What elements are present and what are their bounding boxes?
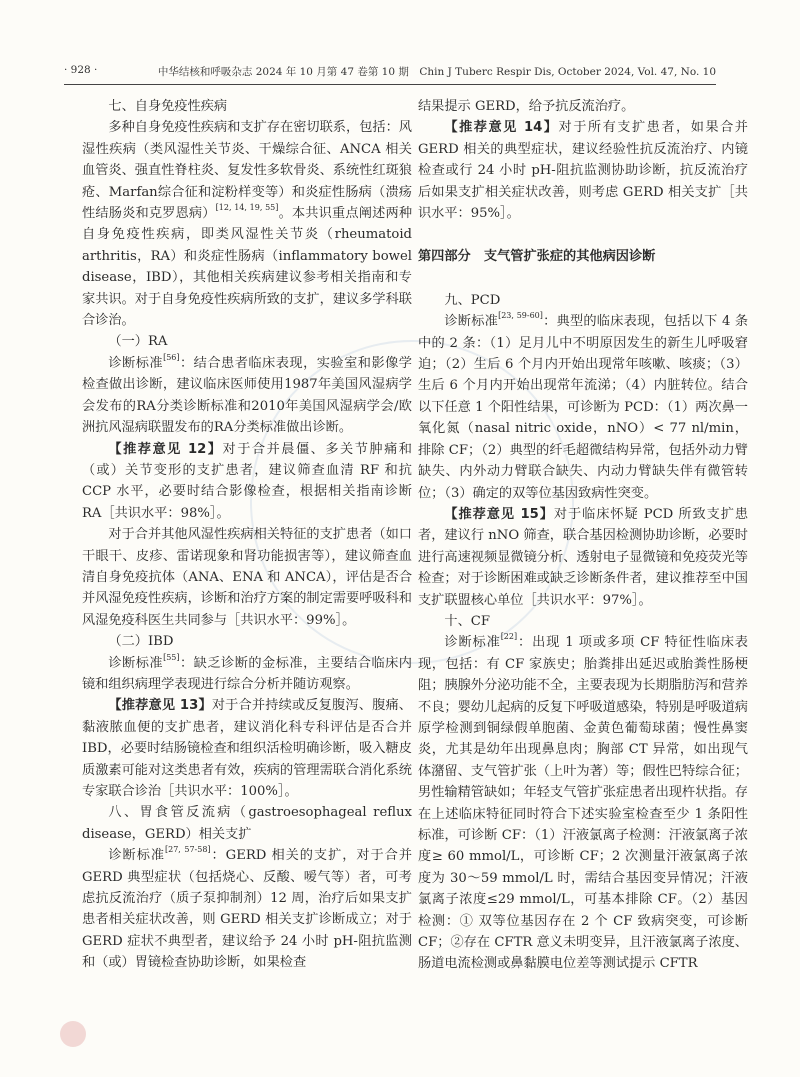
paragraph: 诊断标准[22]：出现 1 项或多项 CF 特征性临床表现，包括：有 CF 家族史；胎粪排出延迟或胎粪性肠梗阻；胰腺外分泌功能不全，主要表现为长期脂肪泻和营养不良；婴幼儿起病的反复下呼吸道感染，特别是呼吸道病原学检测到铜绿假单胞菌、金黄色葡萄球菌；慢性鼻窦炎，尤其是幼年出现鼻息肉；胸部 CT 异常，如出现气体潴留、支气管扩张（上叶为著）等；假性巴特综合征；男性输精管缺如；年轻支气管扩张症患者出现杵状指。存在上述临床特征同时符合下述实验室检查至少 1 条阳性标准，可诊断 CF：（1）汗液氯离子检测：汗液氯离子浓度≥ 60 mmol/L，可诊断 CF；2 次测量汗液氯离子浓度为 30～59 mmol/L 时，需结合基因变异情况；汗液氯离子浓度≤29 mmol/L，可基本排除 CF。（2）基因检测：① 双等位基因存在 2 个 CF 致病突变，可诊断 CF；②存在 CFTR 意义未明变异，且汗液氯离子浓度、肠道电流检测或鼻黏膜电位差等测试提示 CFTR (418, 632, 748, 972)
subsection-ra-title: （一）RA (108, 334, 168, 350)
section-9-title: 九、PCD (444, 292, 501, 308)
paragraph: 多种自身免疫性疾病和支扩存在密切联系，包括：风湿性疾病（类风湿性关节炎、干燥综合征、ANCA 相关血管炎、强直性脊柱炎、复发性多软骨炎、系统性红斑狼疮、Marfan综合征和淀粉样变等）和炎症性肠病（溃疡性结肠炎和克罗恩病）[12, 14, 19, 55]。本共识重点阐述两种自身免疫性疾病，即类风湿性关节炎（rheumatoid arthritis，RA）和炎症性肠病（inflammatory bowel disease，IBD），其他相关疾病建议参考相关指南和专家共识。对于自身免疫性疾病所致的支扩，建议多学科联合诊治。 (82, 120, 413, 329)
paragraph: 对于合并其他风湿性疾病相关特征的支扩患者（如口干眼干、皮疹、雷诺现象和肾功能损害等），建议筛查血清自身免疫抗体（ANA、ENA 和 ANCA），评估是否合并风湿免疫性疾病，诊断和治疗方案的制定需要呼吸科和风湿免疫科医生共同参与［共识水平：99%］。 (82, 527, 412, 628)
recommendation-13: 【推荐意见 13】对于合并持续或反复腹泻、腹痛、黏液脓血便的支扩患者，建议消化科专科评估是否合并IBD，必要时结肠镜检查和组织活检明确诊断，吸入糖皮质激素可能对这类患者有效，疾病的管理需联合消化系统专家联合诊治［共识水平：100%］。 (82, 698, 412, 799)
header-rule (64, 84, 716, 85)
running-header (64, 64, 716, 84)
left-column (82, 96, 412, 974)
paragraph: 结果提示 GERD，给予抗反流治疗。 (418, 99, 635, 114)
paragraph: 诊断标准[56]：结合患者临床表现，实验室和影像学检查做出诊断，建议临床医师使用1987年美国风湿病学会发布的RA分类诊断标准和2010年美国风湿病学会/欧洲抗风湿病联盟发布的RA分类标准做出诊断。 (82, 352, 412, 436)
subsection-ibd-title: （二）IBD (108, 634, 174, 650)
right-column (418, 96, 748, 975)
journal-logo (60, 1021, 86, 1047)
paragraph: 诊断标准[23, 59-60]：典型的临床表现，包括以下 4 条中的 2 条：（1）足月儿中不明原因发生的新生儿呼吸窘迫；（2）生后 6 个月内开始出现常年咳嗽、咳痰；（3）生后 6 个月内开始出现常年流涕；（4）内脏转位。结合以下任意 1 个阳性结果，可诊断为 PCD：（1）两次鼻一氧化氮（nasal nitric oxide，nNO）< 77 nl/min，排除 CF；（2）典型的纤毛超微结构异常，包括外动力臂缺失、内外动力臂联合缺失、内动力臂缺失伴有微管转位；（3）确定的双等位基因致病性突变。 (418, 311, 749, 501)
part-4-title: 第四部分 支气管扩张症的其他病因诊断 (418, 249, 656, 265)
section-7-title: 七、自身免疫性疾病 (108, 99, 228, 114)
recommendation-12: 【推荐意见 12】对于合并晨僵、多关节肿痛和（或）关节变形的支扩患者，建议筛查血清 RF 和抗 CCP 水平，必要时结合影像检查，根据相关指南诊断 RA［共识水平：98%］。 (82, 441, 412, 521)
paragraph: 诊断标准[27, 57-58]：GERD 相关的支扩，对于合并 GERD 典型症状（包括烧心、反酸、嗳气等）者，可考虑抗反流治疗（质子泵抑制剂）12 周，治疗后如果支扩患者相关症状改善，则 GERD 相关支扩诊断成立；对于 GERD 症状不典型者，建议给予 24 小时 pH-阻抗监测和（或）胃镜检查协助诊断，如果检查 (82, 845, 413, 971)
section-10-title: 十、CF (444, 613, 491, 629)
recommendation-14: 【推荐意见 14】对于所有支扩患者，如果合并 GERD 相关的典型症状，建议经验性抗反流治疗、内镜检查或行 24 小时 pH-阻抗监测协助诊断，抗反流治疗后如果支扩相关症状改善，则考虑 GERD 相关支扩［共识水平：95%］。 (418, 120, 748, 222)
recommendation-15: 【推荐意见 15】对于临床怀疑 PCD 所致支扩患者，建议行 nNO 筛查，联合基因检测协助诊断，必要时进行高速视频显微镜分析、透射电子显微镜和免疫荧光等检查；对于诊断困难或缺乏诊断条件者，建议推荐至中国支扩联盟核心单位［共识水平：97%］。 (418, 506, 749, 608)
page-number: · 928 · (64, 64, 98, 76)
paragraph: 诊断标准[55]：缺乏诊断的金标准，主要结合临床内镜和组织病理学表现进行综合分析并随访观察。 (82, 652, 412, 692)
section-8-title: 八、胃食管反流病（gastroesophageal reflux disease，GERD）相关支扩 (82, 805, 412, 842)
journal-citation: 中华结核和呼吸杂志 2024 年 10 月第 47 卷第 10 期 Chin J Tuberc Respir Dis, October 2024, Vol. 47, No. 10 (157, 66, 716, 78)
